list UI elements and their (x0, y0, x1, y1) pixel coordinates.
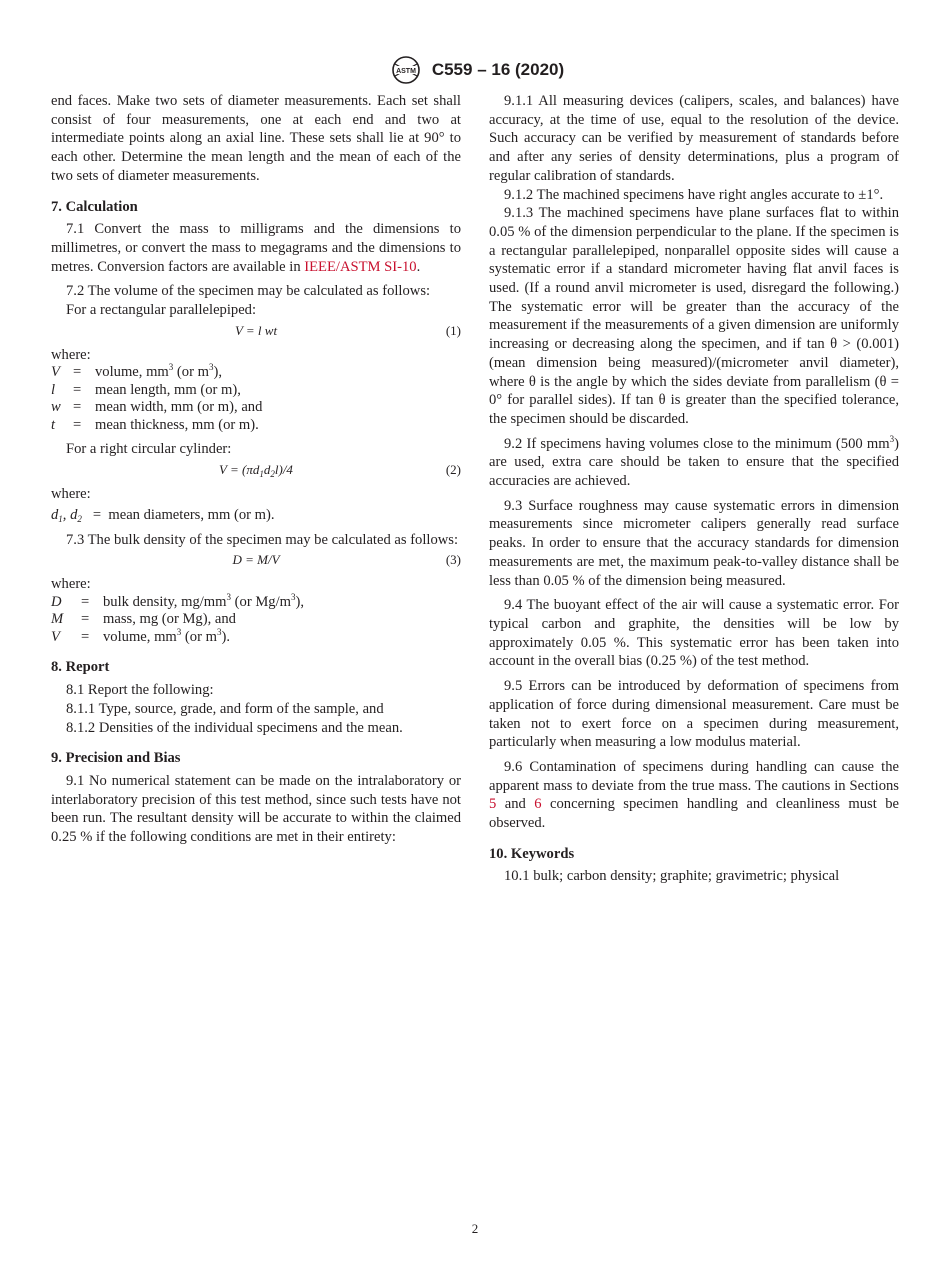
paragraph-10-1: 10.1 bulk; carbon density; graphite; gravimetric; physical (504, 868, 840, 885)
cyl-intro: For a right circular cylinder: (66, 441, 232, 458)
where-label-3: where: (51, 576, 91, 593)
section-9-heading: 9. Precision and Bias (51, 750, 181, 767)
list-item: V = volume, $mm^3$ (or $m^3$). (51, 626, 230, 645)
list-item: M = mass, mg (or Mg), and (51, 611, 236, 628)
paragraph-7-2: 7.2 The volume of the specimen may be calculated as follows: (66, 283, 431, 300)
continued-paragraph: end faces. Make two sets of diameter measurements. Each set shall consist of four measurements, one at each end and two at intermediate points along an axial line. These sets shall lie at 90° to each other. Determine the mean length and the mean of each of the two sets of diameter measurements. (51, 93, 461, 184)
paragraph-8-1-1: 8.1.1 Type, source, grade, and form of the sample, and (66, 700, 384, 717)
paragraph-9-6: 9.6 Contamination of specimens during handling can cause the apparent mass to deviate from the true mass. The cautions in Sections 5 and 6 concerning specimen handling and cleanliness must be observed. (489, 758, 899, 832)
variable-list-1 (51, 364, 262, 434)
paragraph-9-1-3: 9.1.3 The machined specimens have plane surfaces flat to within 0.05 % of the dimension perpendicular to the plane. If the specimen is a rectangular parallelepiped, nonparallel opposite sides will cause a systematic error if a standard micrometer having flat anvil faces is used. (If a round anvil micrometer is used, disregard the following.) The systematic error will be greater than the accuracy of the measurement if the measurements of a given dimension are uniformly increasing or decreasing along the specimen, and if tan θ > (0.001) (mean dimension being measured)/(micrometer anvil diameter), where θ is the angle by which the sides deviate from parallelism (θ = 0° for parallel sides). If tan θ is greater than the specified tolerance, the specimen should be discarded. (489, 205, 899, 427)
paragraph-9-5: 9.5 Errors can be introduced by deformation of specimens from application of force during dimensional measurement. Care must be taken not to exert force on a specimen during measurement, particularly when measuring a low modulus material. (489, 678, 899, 751)
paragraph-9-2: 9.2 If specimens having volumes close to the minimum (500 $mm^3$) are used, extra care should be taken to ensure that the specified accuracies are achieved. (489, 433, 899, 490)
svg-text:ASTM: ASTM (395, 68, 416, 75)
paragraph-9-4: 9.4 The buoyant effect of the air will cause a systematic error. For typical carbon and graphite, the densities will be low by approximately 0.05 %. This systematic error has been taken into account in the overall bias (0.25 %) of the test method. (489, 597, 899, 670)
astm-logo-icon (386, 55, 426, 85)
rect-intro: For a rectangular parallelepiped: (66, 302, 257, 319)
paragraph-9-1: 9.1 No numerical statement can be made on the intralaboratory or interlaboratory precision of this test method, since such tests have not been run. The resultant density will be accurate to within the claimed 0.25 % if the following conditions are met in their entirety: (51, 772, 461, 846)
paragraph-8-1: 8.1 Report the following: (66, 682, 214, 699)
paragraph-7-3: 7.3 The bulk density of the specimen may be calculated as follows: (66, 531, 459, 548)
ieee-astm-si10-link[interactable]: IEEE/ASTM SI-10 (304, 258, 417, 275)
page-header (0, 55, 950, 85)
list-item: t = mean thickness, mm (or m). (51, 416, 259, 433)
document-id: C559 – 16 (2020) (431, 60, 565, 79)
paragraph-7-1: 7.1 Convert the mass to milligrams and the dimensions to millimetres, or convert the mass to megagrams and the dimensions to metres. Conversion factors are available in IEEE/ASTM SI-10. (51, 221, 461, 275)
paragraph-9-1-1: 9.1.1 All measuring devices (calipers, scales, and balances) have accuracy, at the time of use, equal to the resolution of the device. Such accuracy can be verified by measurement of standards before and after any series of density determinations, plus a program of regular calibration of standards. (489, 93, 899, 184)
where-label-2: where: (51, 486, 91, 503)
list-item: D = bulk density, $mg/mm^3$ (or $Mg/m^3$), (51, 591, 305, 610)
section-6-link[interactable]: 6 (534, 796, 542, 813)
variable-list-3 (51, 591, 305, 647)
list-item: V = volume, $mm^3$ (or $m^3$), (51, 362, 222, 381)
page-number: 2 (471, 1221, 479, 1236)
equation-1: V = l wt (1) (234, 322, 461, 338)
equation-3: D = M/V (3) (232, 552, 461, 568)
section-5-link[interactable]: 5 (489, 796, 497, 813)
left-column (51, 92, 461, 847)
paragraph-8-1-2: 8.1.2 Densities of the individual specimens and the mean. (66, 719, 403, 736)
list-item: w = mean width, mm (or m), and (51, 399, 263, 416)
where-label-1: where: (51, 346, 91, 363)
section-8-heading: 8. Report (51, 659, 110, 676)
paragraph-9-3: 9.3 Surface roughness may cause systematic errors in dimension measurements since micrometer calipers generally read surface peaks. In order to ensure that the accuracy standards for dimension measurements are met, the maximum peak-to-valley distance shall be less than 0.05 % of the dimension being measured. (489, 497, 899, 589)
section-7-heading: 7. Calculation (51, 198, 138, 215)
right-column (489, 92, 899, 886)
paragraph-9-1-2: 9.1.2 The machined specimens have right angles accurate to ±1°. (504, 186, 884, 203)
list-item: l = mean length, mm (or m), (51, 381, 241, 398)
equation-2: $V = (\pi d_1d_2l)/4$ (2) (219, 462, 461, 480)
section-10-heading: 10. Keywords (489, 845, 575, 862)
variable-list-2: $d_1$, $d_2$ = mean diameters, mm (or m). (51, 506, 275, 524)
